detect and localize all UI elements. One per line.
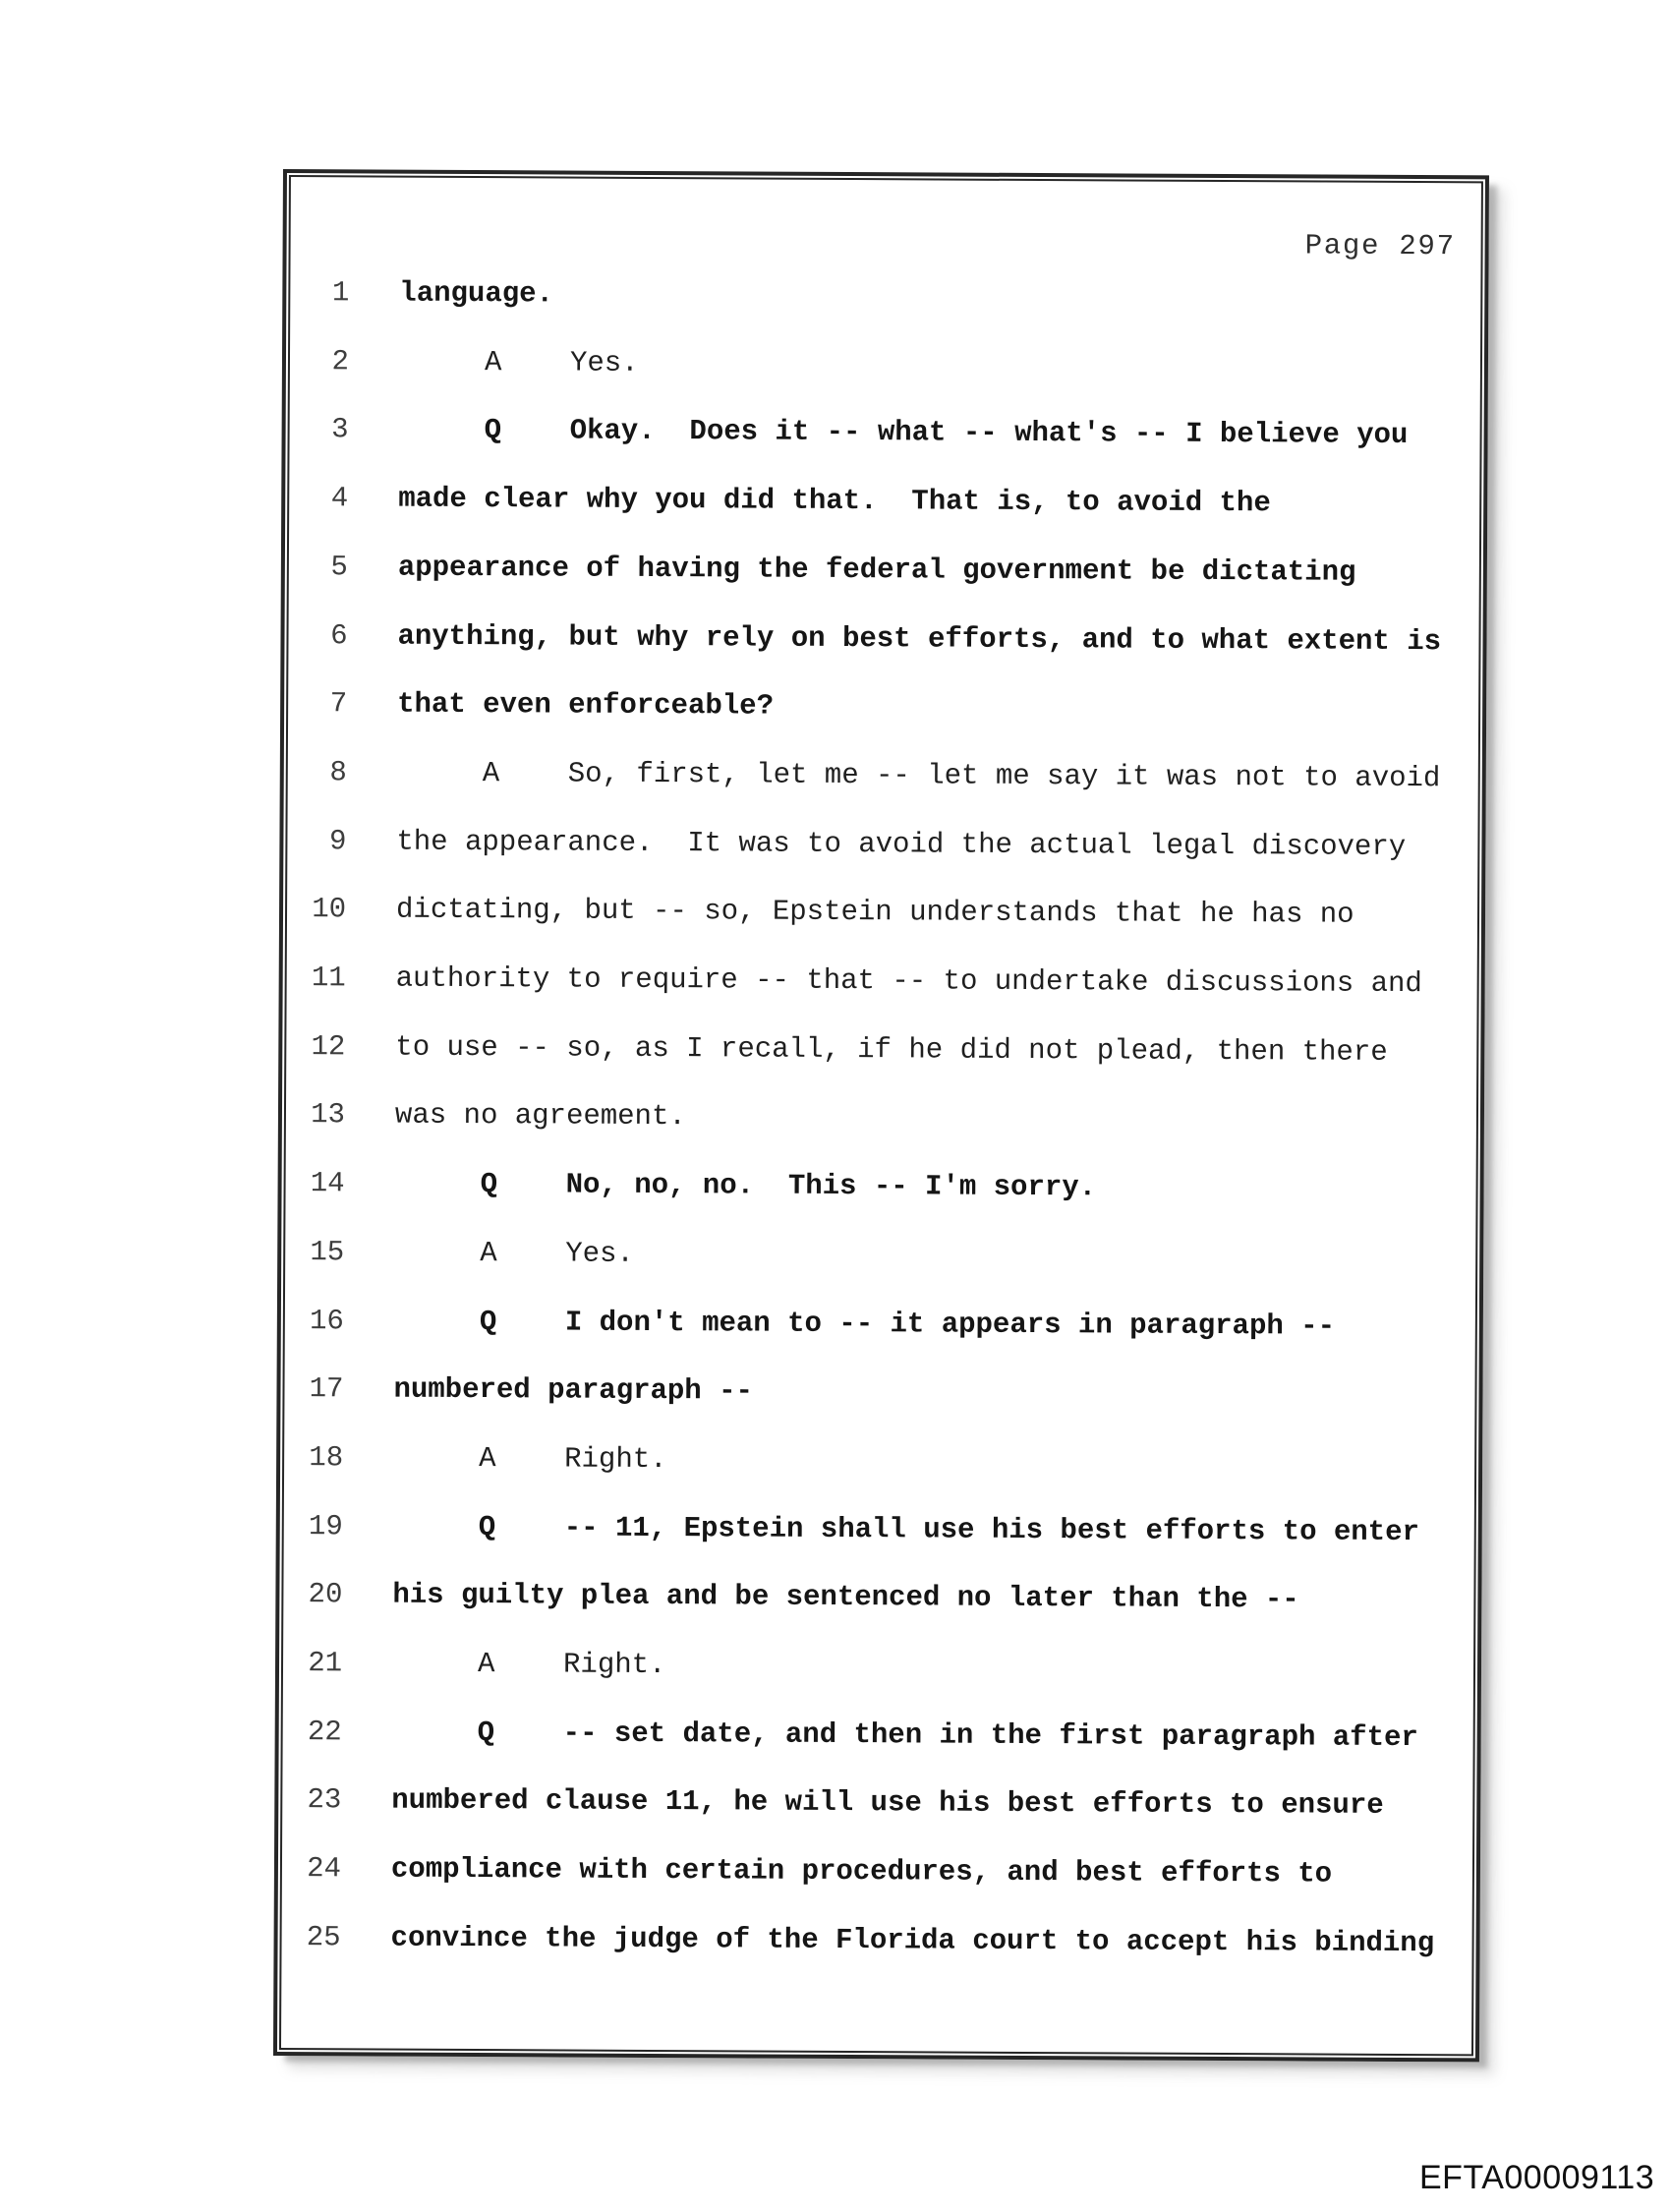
line-text: dictating, but -- so, Epstein understands that he has no xyxy=(395,893,1354,932)
line-number: 18 xyxy=(309,1441,344,1475)
transcript-line xyxy=(283,893,1481,932)
line-number: 10 xyxy=(312,893,347,926)
line-number: 16 xyxy=(309,1304,344,1337)
line-number: 9 xyxy=(328,824,347,857)
transcript-line xyxy=(280,1372,1478,1412)
transcript-line xyxy=(286,276,1484,316)
line-number: 20 xyxy=(308,1578,343,1611)
page-number-header: Page 297 xyxy=(1304,229,1456,263)
line-number: 1 xyxy=(331,276,350,310)
transcript-line xyxy=(285,551,1483,590)
transcript-line xyxy=(278,1852,1476,1892)
line-number: 22 xyxy=(307,1715,342,1749)
transcript-line xyxy=(280,1441,1478,1481)
line-text: A So, first, let me -- let me say it was not to avoid xyxy=(396,756,1441,795)
transcript-line xyxy=(281,1236,1479,1275)
transcript-line xyxy=(283,961,1481,1001)
line-text: A Yes. xyxy=(398,345,639,379)
page-border-frame xyxy=(273,169,1489,2062)
line-number: 14 xyxy=(310,1167,345,1200)
line-number: 17 xyxy=(309,1372,344,1406)
transcript-lines xyxy=(277,173,1485,2058)
line-text: compliance with certain procedures, and best efforts to xyxy=(390,1852,1333,1891)
line-text: language. xyxy=(399,276,554,311)
line-number: 13 xyxy=(311,1098,346,1132)
transcript-line xyxy=(284,619,1482,659)
line-number: 23 xyxy=(307,1783,342,1817)
line-text: A Right. xyxy=(393,1441,667,1476)
line-text: Q Okay. Does it -- what -- what's -- I believe you xyxy=(398,414,1409,452)
transcript-line xyxy=(282,1030,1480,1070)
line-text: A Right. xyxy=(391,1647,666,1682)
transcript-line xyxy=(280,1510,1478,1549)
transcript-line xyxy=(279,1716,1477,1755)
line-number: 4 xyxy=(330,482,349,515)
line-text: that even enforceable? xyxy=(397,687,775,723)
line-number: 2 xyxy=(331,344,350,378)
line-number: 11 xyxy=(311,961,346,995)
line-text: made clear why you did that. That is, to avoid the xyxy=(398,482,1271,520)
transcript-line xyxy=(278,1783,1476,1823)
transcript-line xyxy=(286,413,1484,452)
transcript-line xyxy=(279,1578,1477,1617)
bates-number: EFTA00009113 xyxy=(1419,2159,1655,2196)
transcript-line xyxy=(282,1098,1480,1137)
page-content xyxy=(277,173,1485,2058)
line-number: 6 xyxy=(330,618,348,652)
transcript-line xyxy=(279,1647,1477,1686)
line-number: 7 xyxy=(329,687,348,721)
line-number: 5 xyxy=(330,551,348,584)
line-text: Q I don't mean to -- it appears in paragraph -- xyxy=(393,1305,1336,1343)
line-text: A Yes. xyxy=(394,1236,634,1270)
line-text: was no agreement. xyxy=(394,1099,686,1134)
line-text: anything, but why rely on best efforts, and to what extent is xyxy=(397,619,1442,658)
transcript-line xyxy=(283,825,1481,864)
transcript-line xyxy=(285,482,1483,521)
line-number: 21 xyxy=(308,1647,343,1680)
line-number: 8 xyxy=(329,756,347,789)
transcript-line xyxy=(286,345,1484,384)
line-number: 15 xyxy=(310,1235,345,1269)
line-text: numbered paragraph -- xyxy=(393,1372,754,1408)
transcript-line xyxy=(281,1305,1479,1344)
line-text: Q No, no, no. This -- I'm sorry. xyxy=(394,1167,1097,1204)
line-text: the appearance. It was to avoid the actual legal discovery xyxy=(396,825,1407,863)
line-text: numbered clause 11, he will use his best efforts to ensure xyxy=(391,1783,1384,1823)
line-number: 12 xyxy=(311,1029,346,1064)
transcript-line xyxy=(282,1167,1480,1206)
transcript-line xyxy=(277,1921,1475,1960)
line-number: 19 xyxy=(308,1509,343,1543)
line-number: 25 xyxy=(306,1920,341,1954)
line-text: authority to require -- that -- to undertake discussions and xyxy=(395,961,1422,1001)
line-number: 24 xyxy=(307,1852,342,1886)
transcript-line xyxy=(284,756,1482,795)
line-text: Q -- set date, and then in the first paragraph after xyxy=(391,1716,1418,1754)
line-text: his guilty plea and be sentenced no later than the -- xyxy=(392,1578,1299,1616)
line-text: to use -- so, as I recall, if he did not plead, then there xyxy=(395,1030,1388,1069)
transcript-line xyxy=(284,687,1482,727)
line-text: appearance of having the federal government be dictating xyxy=(397,551,1356,589)
line-text: convince the judge of the Florida court to accept his binding xyxy=(390,1921,1435,1959)
line-text: Q -- 11, Epstein shall use his best efforts to enter xyxy=(392,1510,1420,1548)
line-number: 3 xyxy=(331,413,349,446)
